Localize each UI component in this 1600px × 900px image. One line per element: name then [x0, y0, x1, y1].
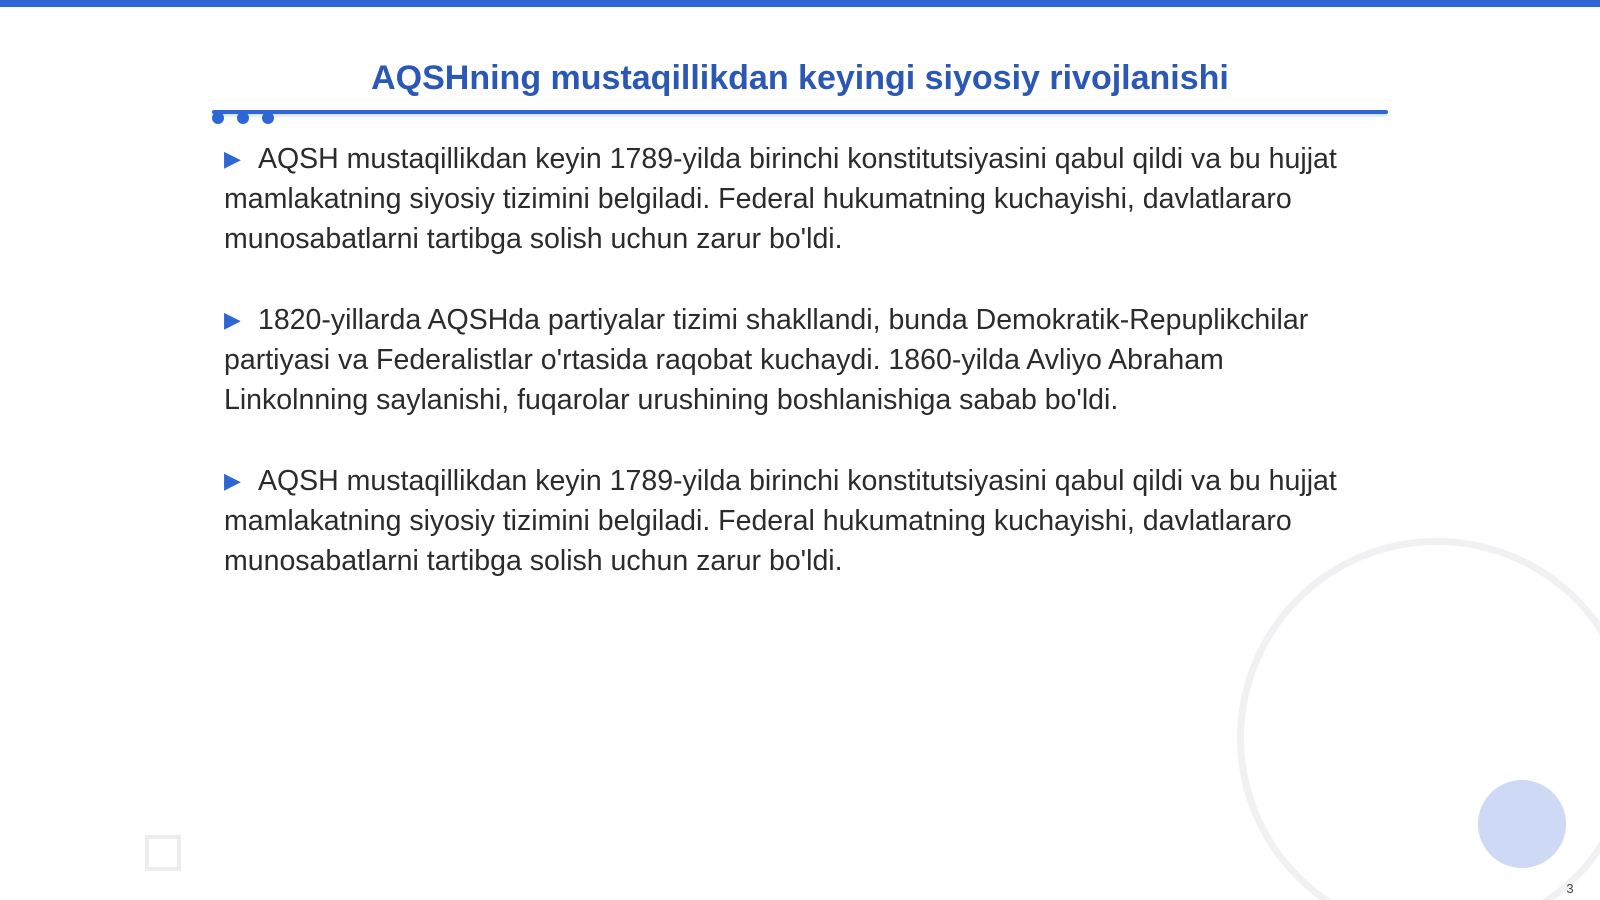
bullet-arrow-icon: ▶	[224, 307, 241, 332]
bullet-arrow-icon: ▶	[224, 146, 241, 171]
page-number: 3	[1566, 881, 1574, 896]
bullet-text: AQSH mustaqillikdan keyin 1789-yilda birinchi konstitutsiyasini qabul qildi va bu hujjat mamlakatning siyosiy tizimini belgiladi. Federal hukumatning kuchayishi, davlatlararo munosabatlarni tartibga solish uchun zarur bo'ldi.	[224, 143, 1337, 255]
title-underline	[212, 110, 1388, 114]
dot-2	[237, 112, 249, 124]
dot-1	[212, 112, 224, 124]
bullet-item-1	[224, 139, 1374, 259]
bullet-item-3	[224, 461, 1374, 581]
bullet-text: 1820-yillarda AQSHda partiyalar tizimi shakllandi, bunda Demokratik-Repuplikchilar partiyasi va Federalistlar o'rtasida raqobat kuchaydi. 1860-yilda Avliyo Abraham Linkolnning saylanishi, fuqarolar urushining boshlanishiga sabab bo'ldi.	[224, 304, 1309, 416]
bullet-text: AQSH mustaqillikdan keyin 1789-yilda birinchi konstitutsiyasini qabul qildi va bu hujjat mamlakatning siyosiy tizimini belgiladi. Federal hukumatning kuchayishi, davlatlararo munosabatlarni tartibga solish uchun zarur bo'ldi.	[224, 465, 1337, 577]
title-dots	[212, 112, 292, 126]
decorative-blue-circle	[1478, 780, 1566, 868]
dot-3	[262, 112, 274, 124]
bullet-arrow-icon: ▶	[224, 468, 241, 493]
top-accent-bar	[0, 0, 1600, 7]
bullet-list	[224, 139, 1374, 622]
decorative-square	[145, 835, 181, 871]
bullet-item-2	[224, 300, 1374, 420]
slide-title: AQSHning mustaqillikdan keyingi siyosiy rivojlanishi	[371, 59, 1229, 97]
